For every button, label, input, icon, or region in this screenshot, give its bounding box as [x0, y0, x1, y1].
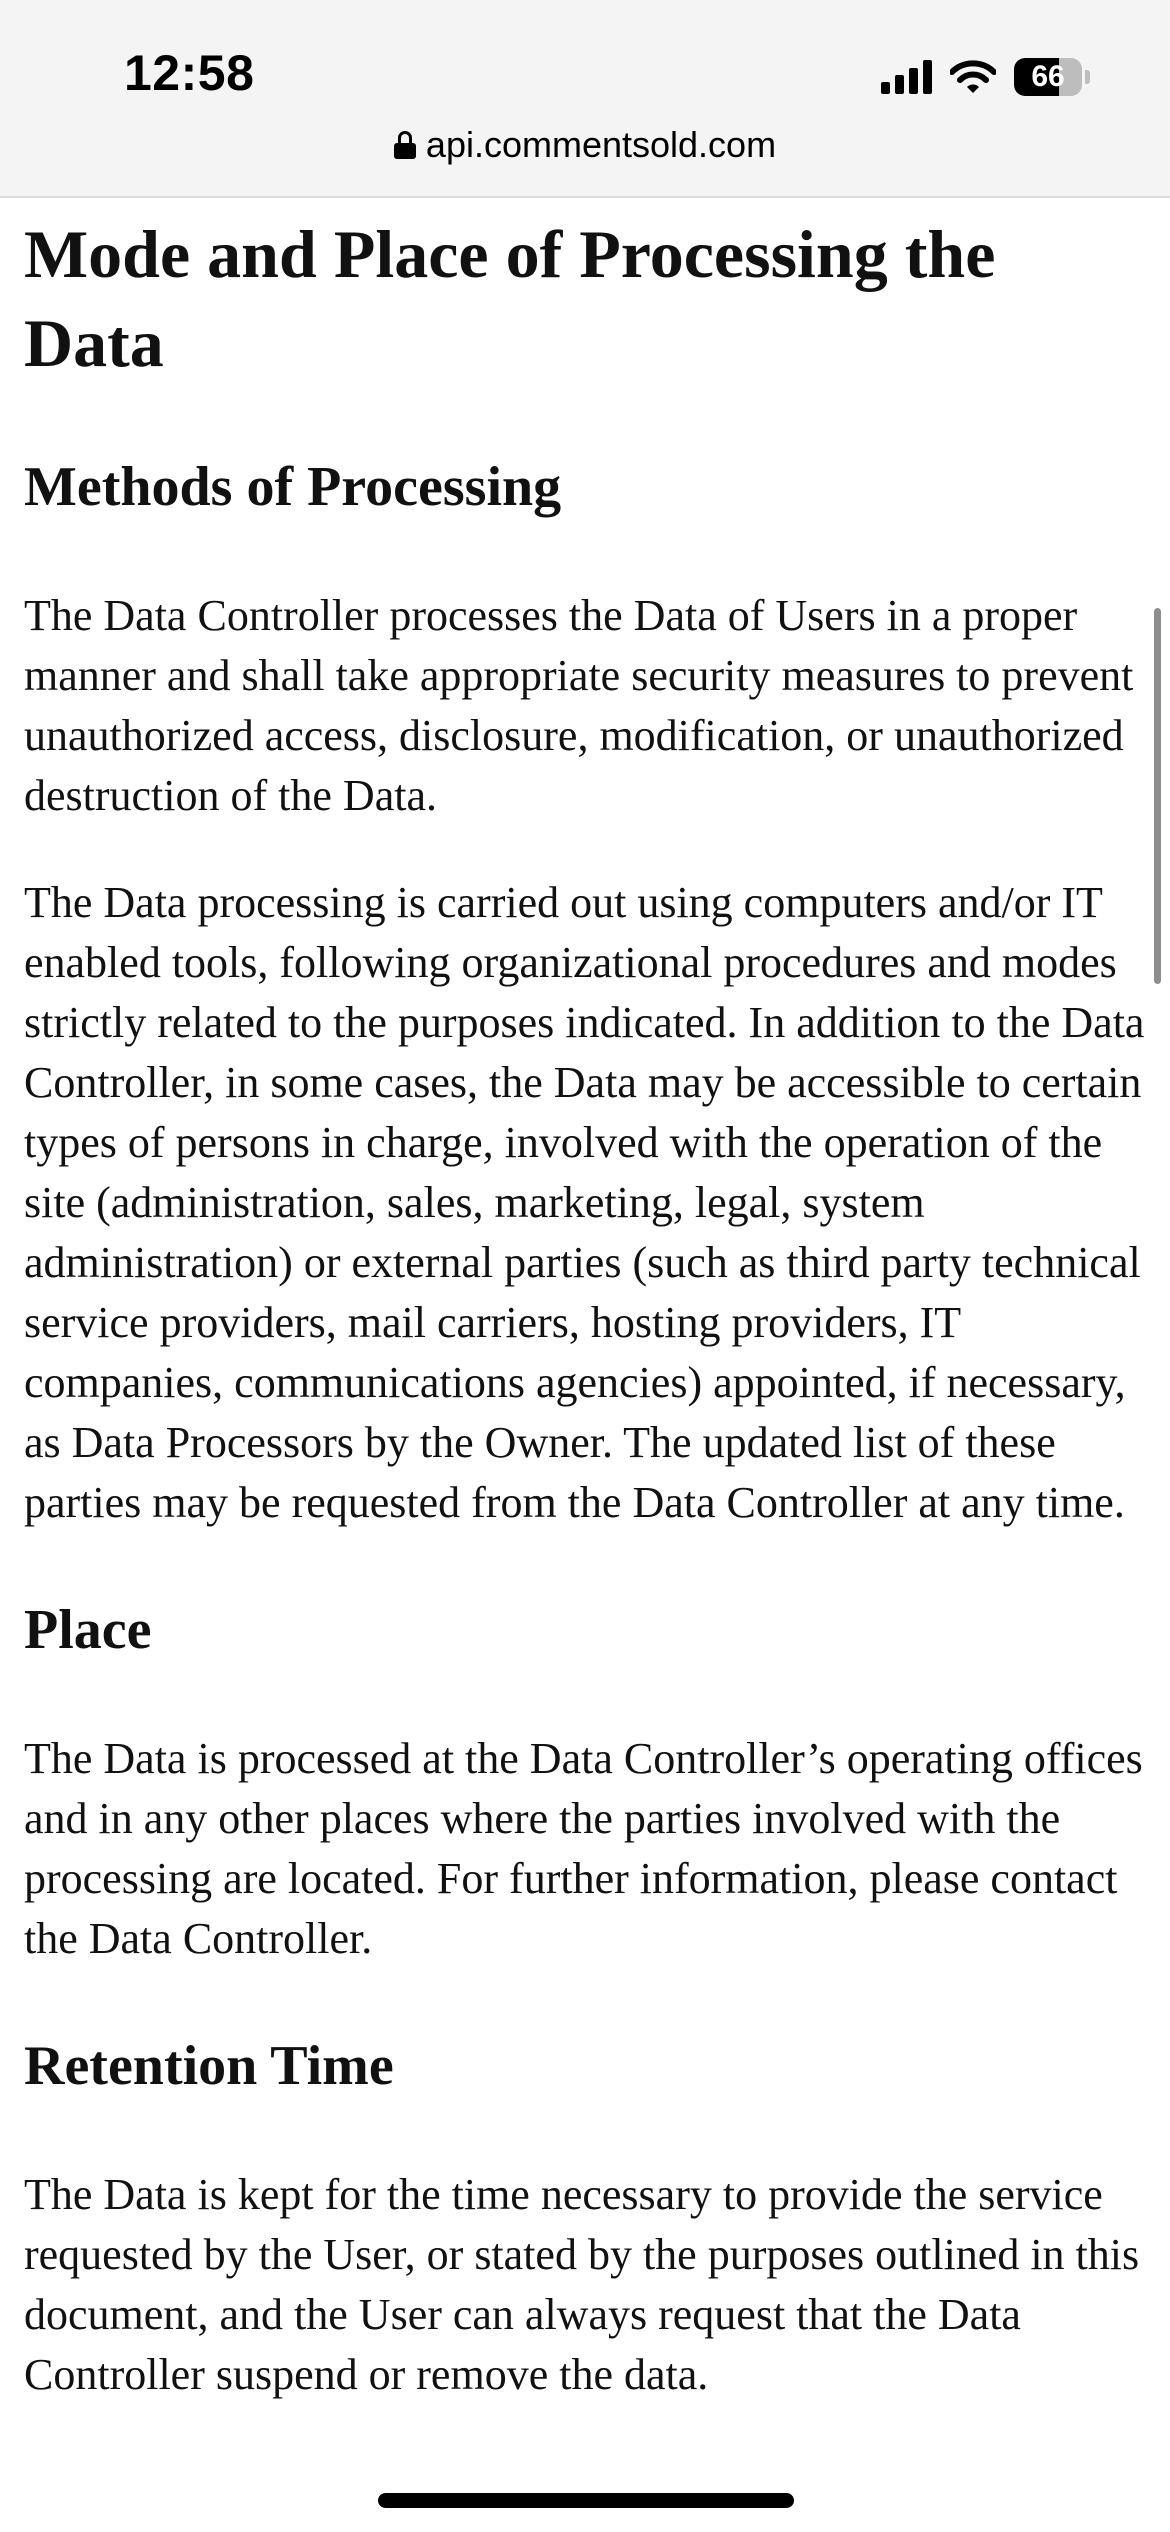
status-time: 12:58	[124, 45, 255, 101]
address-bar[interactable]	[0, 124, 1170, 166]
wifi-icon	[950, 60, 996, 94]
url-text[interactable]: api.commentsold.com	[425, 124, 777, 165]
section-heading-methods: Methods of Processing	[24, 456, 562, 518]
battery-icon	[1014, 58, 1090, 96]
paragraph: The Data processing is carried out using computers and/or IT enabled tools, following organizational procedures and modes strictly related to the purposes indicated. In addition to the Data Controller, in some cases, the Data may be accessible to certain types of persons in charge, involved with the operation of the site (administration, sales, marketing, legal, system administration) or external parties (such as third party technical service providers, mail carriers, hosting providers, IT companies, communications agencies) appointed, if necessary, as Data Processors by the Owner. The updated list of these parties may be requested from the Data Controller at any time.	[24, 878, 1145, 1527]
scroll-indicator[interactable]	[1154, 608, 1161, 984]
home-indicator[interactable]	[378, 2493, 794, 2508]
page-content	[24, 198, 1150, 2405]
paragraph: The Data is processed at the Data Controller’s operating offices and in any other places where the parties involved with the processing are located. For further information, please contact the Data Controller.	[24, 1734, 1143, 1963]
page-title: Mode and Place of Processing the Data	[24, 216, 996, 381]
paragraph: The Data Controller processes the Data of Users in a proper manner and shall take appropriate security measures to prevent unauthorized access, disclosure, modification, or unauthorized destruction of the Data.	[24, 591, 1134, 820]
status-icons	[881, 52, 1090, 102]
lock-icon	[394, 131, 416, 159]
section-heading-retention: Retention Time	[24, 2035, 394, 2097]
signal-icon	[881, 60, 932, 94]
battery-level: 66	[1031, 60, 1065, 93]
paragraph: The Data is kept for the time necessary to provide the service requested by the User, or stated by the purposes outlined in this document, and the User can always request that the Data Controller suspend or remove the data.	[24, 2170, 1140, 2399]
browser-chrome	[0, 0, 1170, 198]
section-heading-place: Place	[24, 1599, 152, 1661]
